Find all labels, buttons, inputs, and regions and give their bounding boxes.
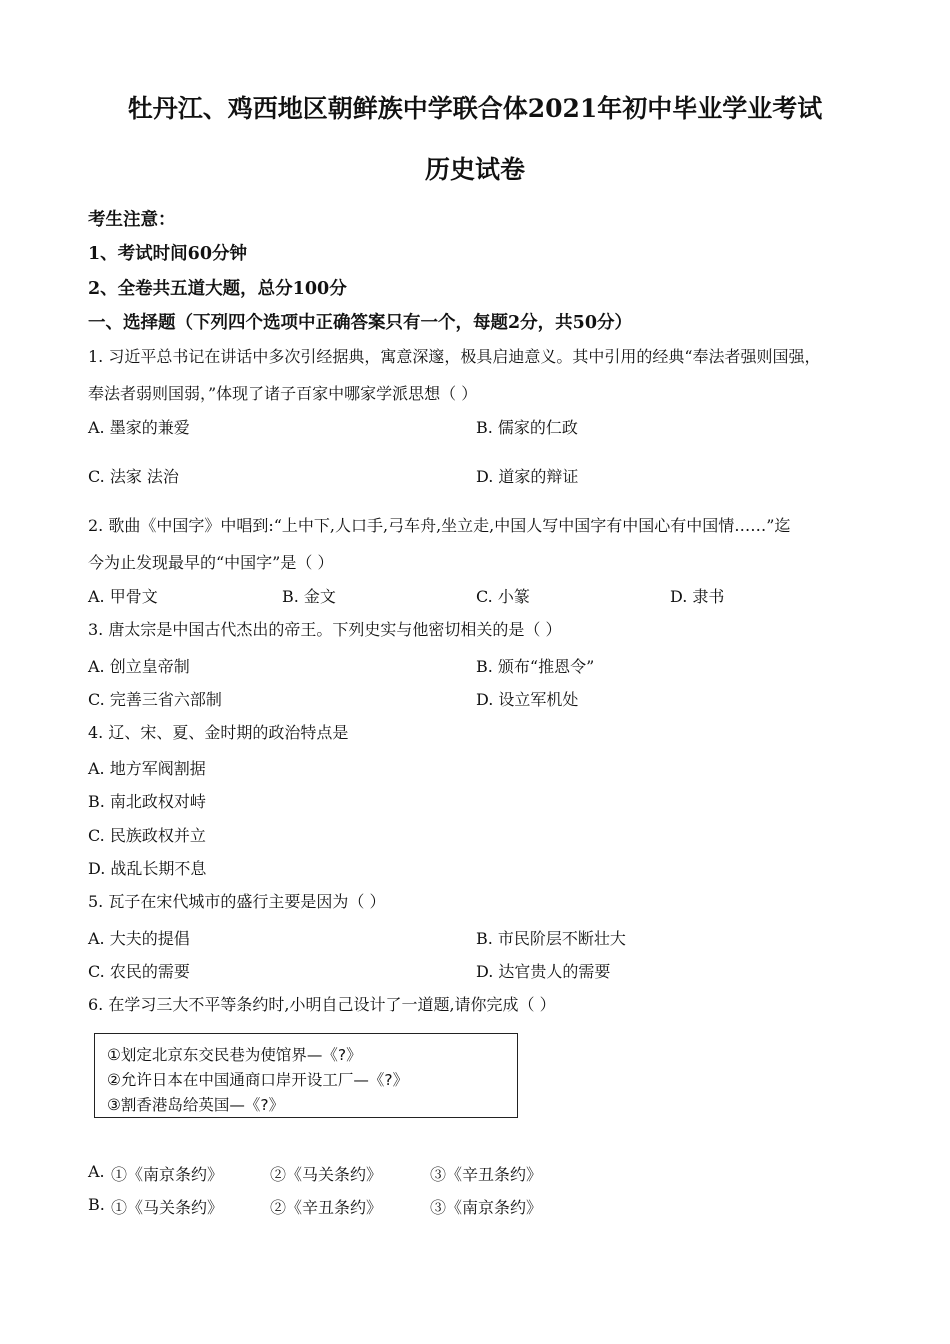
- question-stem-line: 2. 歌曲《中国字》中唱到:“上中下,人口手,弓车舟,坐立走,中国人写中国字有中国心有中国情……”迄: [88, 516, 791, 535]
- question-stem-line: 3. 唐太宗是中国古代杰出的帝王。下列史实与他密切相关的是（ ）: [88, 620, 562, 639]
- option-a-part: ②《马关条约》: [270, 1165, 383, 1184]
- option-d: D. 达官贵人的需要: [476, 962, 611, 981]
- option-d: D. 道家的辩证: [476, 467, 579, 486]
- option-b: B. 市民阶层不断壮大: [476, 929, 626, 948]
- option-b: B. 南北政权对峙: [88, 792, 206, 811]
- option-d: D. 设立军机处: [476, 690, 579, 709]
- question-stem-line: 今为止发现最早的“中国字”是（ ）: [88, 553, 334, 572]
- question-stem-line: 4. 辽、宋、夏、金时期的政治特点是: [88, 723, 349, 742]
- option-c: C. 民族政权并立: [88, 826, 206, 845]
- option-b: B. 儒家的仁政: [476, 418, 578, 437]
- option-b-part: ③《南京条约》: [430, 1198, 543, 1217]
- option-c: C. 小篆: [476, 587, 530, 606]
- section-heading: 一、选择题（下列四个选项中正确答案只有一个，每题2分，共50分）: [88, 313, 633, 333]
- option-b-part: ②《辛丑条约》: [270, 1198, 383, 1217]
- option-c: C. 法家 法治: [88, 467, 179, 486]
- option-d: D. 隶书: [670, 587, 725, 606]
- question-stem-line: 6. 在学习三大不平等条约时,小明自己设计了一道题,请你完成（ ）: [88, 995, 556, 1014]
- option-a-letter: A.: [88, 1162, 105, 1181]
- option-a: A. 创立皇帝制: [88, 657, 190, 676]
- exam-title-line2: 历史试卷: [424, 155, 525, 184]
- option-c: C. 完善三省六部制: [88, 690, 222, 709]
- option-b: B. 金文: [282, 587, 336, 606]
- option-b-letter: B.: [88, 1195, 105, 1214]
- box-line: ①划定北京东交民巷为使馆界—《?》: [107, 1046, 362, 1064]
- option-b: B. 颁布“推恩令”: [476, 657, 595, 676]
- option-a-part: ③《辛丑条约》: [430, 1165, 543, 1184]
- option-a: A. 甲骨文: [88, 587, 158, 606]
- box-line: ②允许日本在中国通商口岸开设工厂—《?》: [107, 1071, 409, 1089]
- box-line: ③割香港岛给英国—《?》: [107, 1096, 285, 1114]
- question-stem-line: 1. 习近平总书记在讲话中多次引经据典，寓意深邃，极具启迪意义。其中引用的经典“奉法者强则国强，: [88, 347, 821, 366]
- question-stem-line: 奉法者弱则国弱，”体现了诸子百家中哪家学派思想（ ）: [88, 384, 478, 403]
- treaty-question-box: [94, 1033, 518, 1118]
- option-a: A. 大夫的提倡: [88, 929, 190, 948]
- notice-item: 1、考试时间60分钟: [88, 244, 248, 264]
- notice-heading: 考生注意：: [88, 210, 176, 230]
- option-a: A. 墨家的兼爱: [88, 418, 190, 437]
- option-d: D. 战乱长期不息: [88, 859, 207, 878]
- option-a: A. 地方军阀割据: [88, 759, 206, 778]
- question-stem-line: 5. 瓦子在宋代城市的盛行主要是因为（ ）: [88, 892, 386, 911]
- option-b-part: ①《马关条约》: [111, 1198, 224, 1217]
- option-c: C. 农民的需要: [88, 962, 190, 981]
- notice-item: 2、全卷共五道大题，总分100分: [88, 279, 347, 299]
- option-a-part: ①《南京条约》: [111, 1165, 224, 1184]
- exam-title-line1: 牡丹江、鸡西地区朝鲜族中学联合体2021年初中毕业学业考试: [127, 94, 823, 123]
